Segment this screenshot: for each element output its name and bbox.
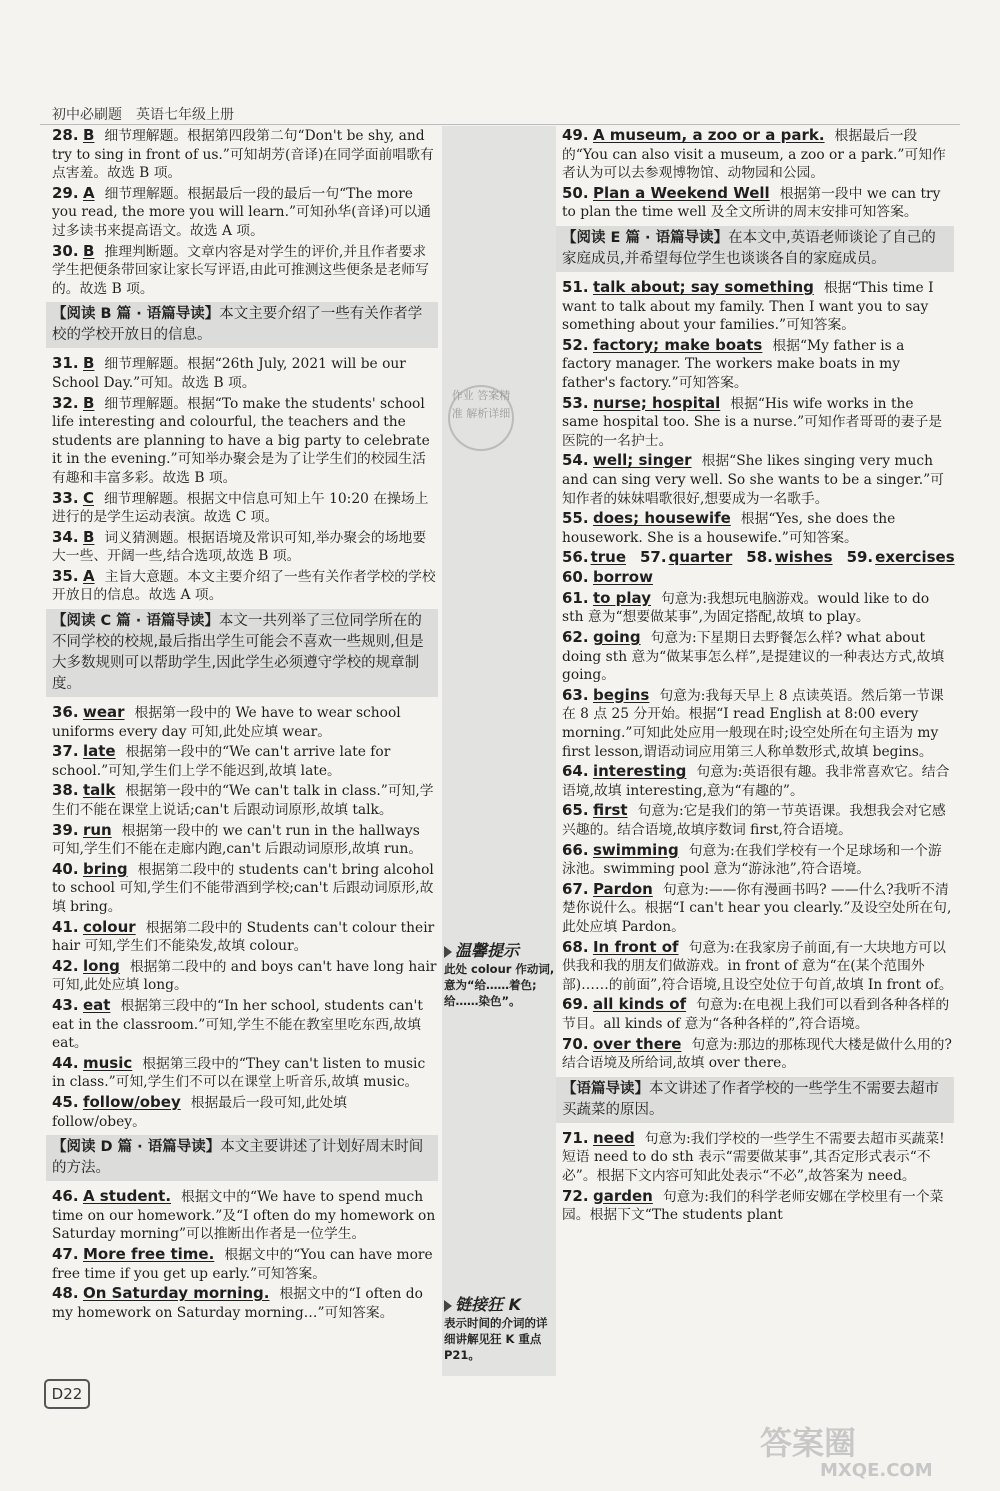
question-number: 55. bbox=[562, 509, 589, 528]
question-number: 48. bbox=[52, 1284, 79, 1303]
question-number: 47. bbox=[52, 1244, 79, 1263]
question-number: 58. bbox=[746, 548, 773, 567]
answer-text: wear bbox=[82, 703, 125, 722]
answer-item bbox=[52, 1284, 438, 1322]
page-number: D22 bbox=[44, 1379, 90, 1409]
question-number: 54. bbox=[562, 451, 589, 470]
answer-text: colour bbox=[82, 917, 136, 936]
explanation-text: 句意为:我们学校的一些学生不需要去超市买蔬菜!短语 need to do sth 表示“需要做某事”,其否定形式表示“不必”。根据下文内容可知此处表示“不必”,故答案为 need。 bbox=[562, 1130, 945, 1184]
question-number: 67. bbox=[562, 879, 589, 898]
watermark-logo: 答案圈 bbox=[760, 1424, 857, 1462]
answer-text: wishes bbox=[774, 548, 833, 567]
question-number: 68. bbox=[562, 937, 589, 956]
answer-item bbox=[562, 336, 954, 393]
explanation-text: 句意为:在我们学校有一个足球场和一个游泳池。swimming pool 意为“游泳池”,符合语境。 bbox=[562, 842, 942, 878]
right-column bbox=[562, 126, 954, 1226]
question-number: 53. bbox=[562, 393, 589, 412]
answer-item bbox=[52, 781, 438, 819]
guide-label: 【阅读 E 篇 · 语篇导读】 bbox=[562, 229, 729, 246]
margin-column bbox=[442, 126, 556, 1376]
answer-item bbox=[52, 1245, 438, 1283]
answer-item bbox=[52, 957, 438, 995]
question-number: 43. bbox=[52, 995, 79, 1014]
question-number: 41. bbox=[52, 917, 79, 936]
explanation-text: 根据“My father is a factory manager. The workers make boats in my father's factory.”可知答案。 bbox=[562, 337, 905, 391]
explanation-text: 句意为:我们的科学老师安娜在学校里有一个菜园。根据下文“The students plant bbox=[562, 1188, 944, 1224]
answer-item bbox=[562, 451, 954, 508]
explanation-text: 根据第三段中的“In her school, students can't eat in the classroom.”可知,学生不能在教室里吃东西,故填 eat。 bbox=[52, 997, 423, 1052]
answer-text: music bbox=[82, 1053, 133, 1072]
answer-text: all kinds of bbox=[592, 995, 687, 1014]
answer-text: does; housewife bbox=[592, 509, 731, 528]
answer-item bbox=[562, 184, 954, 222]
answer-text: borrow bbox=[592, 568, 653, 587]
tip-text: 表示时间的介词的详细讲解见狂 K 重点 P21。 bbox=[444, 1316, 548, 1362]
answer-item bbox=[562, 278, 954, 335]
question-number: 49. bbox=[562, 126, 589, 144]
answer-text: swimming bbox=[592, 840, 679, 859]
answer-text: exercises bbox=[875, 548, 955, 567]
explanation-text: 细节理解题。根据“To make the students' school life interesting and colourful, the teachers and the students are planning to have a big party to celebrate it in the evening.”可知举办聚会是为了让学生们的校园生活有趣和丰富多彩。故选 B 项。 bbox=[52, 395, 430, 486]
answer-text: true bbox=[590, 548, 626, 567]
answer-text: quarter bbox=[668, 548, 733, 567]
question-number: 64. bbox=[562, 762, 589, 781]
question-number: 70. bbox=[562, 1034, 589, 1053]
question-number: 30. bbox=[52, 241, 79, 260]
answer-text: More free time. bbox=[82, 1244, 215, 1263]
answer-item bbox=[562, 1035, 954, 1073]
guide-label: 【语篇导读】 bbox=[562, 1080, 649, 1097]
answer-text: going bbox=[592, 628, 641, 647]
answer-item bbox=[52, 394, 438, 488]
explanation-text: 根据第二段中的 and boys can't have long hair 可知,此处应填 long。 bbox=[52, 958, 437, 994]
explanation-text: 推理判断题。文章内容是对学生的评价,并且作者要求学生把便条带回家让家长写评语,由此可推测这些便条是老师写的。故选 B 项。 bbox=[52, 243, 429, 297]
tip-title: 温馨提示 bbox=[455, 941, 520, 960]
answer-item bbox=[52, 821, 438, 859]
answer-item bbox=[562, 509, 954, 547]
answer-item bbox=[562, 628, 954, 685]
answer-text: eat bbox=[82, 995, 111, 1014]
explanation-text: 根据“Yes, she does the housework. She is a housewife.”可知答案。 bbox=[562, 511, 896, 546]
explanation-text: 句意为:那边的那栋现代大楼是做什么用的?结合语境及所给词,故填 over there。 bbox=[562, 1036, 952, 1072]
tip-text: 此处 colour 作动词,意为“给……着色;给……染色”。 bbox=[444, 962, 555, 1008]
answer-text: factory; make boats bbox=[592, 335, 763, 354]
answer-text: garden bbox=[592, 1186, 653, 1205]
explanation-text: 句意为:我想玩电脑游戏。would like to do sth 意为“想要做某事”,为固定搭配,故填 to play。 bbox=[562, 590, 930, 626]
answer-item bbox=[52, 742, 438, 780]
answer-text: A bbox=[82, 183, 95, 202]
question-number: 52. bbox=[562, 335, 589, 354]
answer-text: long bbox=[82, 956, 120, 975]
passage-guide bbox=[556, 1077, 954, 1123]
answer-item bbox=[52, 860, 438, 917]
answer-item bbox=[562, 801, 954, 839]
answer-text: B bbox=[82, 393, 95, 412]
explanation-text: 根据第一段中的“We can't talk in class.”可知,学生们不能在课堂上说话;can't 后跟动词原形,故填 talk。 bbox=[52, 783, 434, 819]
explanation-text: 句意为:在我家房子前面,有一大块地方可以供我和我的朋友们做游戏。in front of 意为“在(某个范围外部)……的前面”,符合语境,且设空处位于句首,故填 In front of。 bbox=[562, 939, 953, 993]
answer-item bbox=[562, 995, 954, 1033]
answer-item bbox=[52, 918, 438, 956]
guide-text: 本文一共列举了三位同学所在的不同学校的校规,最后指出学生可能会不喜欢一些规则,但是大多数规则可以帮助学生,因此学生必须遵守学校的规章制度。 bbox=[52, 613, 424, 693]
question-number: 56. bbox=[562, 548, 589, 567]
question-number: 71. bbox=[562, 1128, 589, 1147]
explanation-text: 根据第二段中的 students can't bring alcohol to school 可知,学生们不能带酒到学校;can't 后跟动词原形,故填 bring。 bbox=[52, 861, 434, 915]
answer-text: to play bbox=[592, 588, 651, 607]
question-number: 37. bbox=[52, 742, 79, 761]
explanation-text: 细节理解题。根据第四段第二句“Don't be shy, and try to sing in front of us.”可知胡芳(音译)在同学面前唱歌有点害羞。故选 B 项。 bbox=[52, 128, 434, 182]
explanation-text: 细节理解题。根据最后一段的最后一句“The more you read, the more you will learn.”可知孙华(音译)可以通过多读书来提高语文。故选 A 项。 bbox=[52, 185, 431, 239]
explanation-text: 句意为:——你有漫画书吗? ——什么?我听不清楚你说什么。根据“I can't hear you clearly.”及设空处所在句,此处应填 Pardon。 bbox=[562, 881, 952, 935]
answer-text: first bbox=[592, 801, 628, 820]
left-column bbox=[52, 126, 438, 1323]
passage-guide bbox=[46, 609, 438, 697]
answer-text: A bbox=[82, 566, 95, 585]
answer-item bbox=[52, 126, 438, 183]
answer-item bbox=[562, 938, 954, 995]
question-number: 66. bbox=[562, 840, 589, 859]
answer-text: B bbox=[82, 126, 95, 144]
explanation-text: 句意为:在电视上我们可以看到各种各样的节目。all kinds of 意为“各种各样的”,符合语境。 bbox=[562, 997, 950, 1032]
answer-item bbox=[52, 184, 438, 241]
explanation-text: 根据第一段中的“We can't arrive late for school.”可知,学生们上学不能迟到,故填 late。 bbox=[52, 744, 391, 779]
guide-text: 本文主要讲述了计划好周末时间的方法。 bbox=[52, 1139, 424, 1177]
answer-text: nurse; hospital bbox=[592, 393, 721, 412]
passage-guide bbox=[46, 302, 438, 348]
question-number: 34. bbox=[52, 527, 79, 546]
question-number: 42. bbox=[52, 956, 79, 975]
guide-label: 【阅读 D 篇 · 语篇导读】 bbox=[52, 1139, 221, 1156]
answer-item bbox=[562, 1129, 954, 1186]
explanation-text: 根据“This time I want to talk about my family. Then I want you to say something about your families.”可知答案。 bbox=[562, 279, 934, 334]
answer-item bbox=[52, 1093, 438, 1131]
question-number: 61. bbox=[562, 588, 589, 607]
header-rule bbox=[40, 124, 960, 125]
question-number: 46. bbox=[52, 1187, 79, 1206]
answer-item bbox=[52, 354, 438, 392]
answer-text: B bbox=[82, 354, 95, 373]
guide-label: 【阅读 B 篇 · 语篇导读】 bbox=[52, 306, 220, 323]
answer-text: need bbox=[592, 1128, 635, 1147]
page-header: 初中必刷题 英语七年级上册 bbox=[52, 107, 234, 123]
question-number: 32. bbox=[52, 393, 79, 412]
arrow-icon bbox=[444, 946, 452, 958]
answer-text: begins bbox=[592, 685, 650, 704]
question-number: 62. bbox=[562, 628, 589, 647]
answer-text: A student. bbox=[82, 1187, 172, 1206]
stamp-watermark: 作业 答案精准 解析详细 bbox=[448, 385, 514, 451]
explanation-text: 细节理解题。根据“26th July, 2021 will be our School Day.”可知。故选 B 项。 bbox=[52, 356, 406, 391]
guide-text: 本文主要介绍了一些有关作者学校的学校开放日的信息。 bbox=[52, 306, 423, 344]
answer-text: over there bbox=[592, 1034, 682, 1053]
answer-text: bring bbox=[82, 859, 128, 878]
answer-item bbox=[52, 703, 438, 741]
watermark-url: MXQE.COM bbox=[820, 1460, 933, 1481]
explanation-text: 根据最后一段可知,此处填 follow/obey。 bbox=[52, 1094, 347, 1130]
explanation-text: 句意为:下星期日去野餐怎么样? what about doing sth 意为“做某事怎么样”,是提建议的一种表达方式,故填 going。 bbox=[562, 630, 945, 684]
answer-text: talk bbox=[82, 781, 116, 800]
question-number: 65. bbox=[562, 801, 589, 820]
answer-text: On Saturday morning. bbox=[82, 1284, 270, 1303]
explanation-text: 细节理解题。根据文中信息可知上午 10:20 在操场上进行的是学生运动表演。故选 C 项。 bbox=[52, 490, 429, 526]
explanation-text: 根据第三段中的“They can't listen to music in class.”可知,学生们不可以在课堂上听音乐,故填 music。 bbox=[52, 1055, 426, 1091]
tip-link bbox=[444, 1297, 556, 1363]
answer-text: follow/obey bbox=[82, 1092, 181, 1111]
answer-text: well; singer bbox=[592, 451, 692, 470]
answer-item bbox=[562, 394, 954, 451]
answer-item bbox=[562, 686, 954, 761]
tip-warm-reminder bbox=[444, 943, 556, 1009]
answer-item bbox=[52, 996, 438, 1053]
question-number: 35. bbox=[52, 566, 79, 585]
answer-item bbox=[562, 762, 954, 800]
question-number: 45. bbox=[52, 1092, 79, 1111]
answer-text: A museum, a zoo or a park. bbox=[592, 126, 825, 144]
explanation-text: 根据第一段中的 we can't run in the hallways 可知,学生们不能在走廊内跑,can't 后跟动词原形,故填 run。 bbox=[52, 822, 423, 858]
question-number: 69. bbox=[562, 995, 589, 1014]
answer-text: Pardon bbox=[592, 879, 653, 898]
question-number: 33. bbox=[52, 488, 79, 507]
question-number: 63. bbox=[562, 685, 589, 704]
question-number: 39. bbox=[52, 820, 79, 839]
answer-row-multi bbox=[562, 548, 954, 566]
guide-text: 本文讲述了作者学校的一些学生不需要去超市买蔬菜的原因。 bbox=[562, 1080, 939, 1118]
answer-item bbox=[52, 1054, 438, 1092]
explanation-text: 根据“His wife works in the same hospital too. She is a nurse.”可知作者哥哥的妻子是医院的一名护士。 bbox=[562, 395, 943, 449]
explanation-text: 根据第二段中的 Students can't colour their hair 可知,学生们不能染发,故填 colour。 bbox=[52, 919, 435, 955]
answer-item bbox=[562, 841, 954, 879]
arrow-icon bbox=[444, 1300, 452, 1312]
explanation-text: 根据文中的“We have to spend much time on our homework.”及“I often do my homework on Saturday morning”可以推断出作者是一位学生。 bbox=[52, 1189, 436, 1243]
answer-item bbox=[52, 567, 438, 605]
explanation-text: 根据最后一段的“You can also visit a museum, a zoo or a park.”可知作者认为可以去参观博物馆、动物园和公园。 bbox=[562, 128, 946, 182]
answer-text: B bbox=[82, 241, 95, 260]
explanation-text: 句意为:英语很有趣。我非常喜欢它。结合语境,故填 interesting,意为“有趣的”。 bbox=[562, 764, 950, 799]
answer-item bbox=[562, 589, 954, 627]
question-number: 29. bbox=[52, 183, 79, 202]
explanation-text: 根据“She likes singing very much and can sing very well. So she wants to be a singer.”可知作者的妹妹唱歌很好,想要成为一名歌手。 bbox=[562, 453, 944, 507]
explanation-text: 主旨大意题。本文主要介绍了一些有关作者学校的学校开放日的信息。故选 A 项。 bbox=[52, 568, 436, 604]
tip-title: 链接狂 K bbox=[455, 1295, 521, 1314]
answer-text: Plan a Weekend Well bbox=[592, 183, 770, 202]
explanation-text: 根据第一段中 we can try to plan the time well 及全文所讲的周末安排可知答案。 bbox=[562, 185, 941, 221]
answer-text: C bbox=[82, 488, 94, 507]
explanation-text: 根据文中的“I often do my homework on Saturday morning…”可知答案。 bbox=[52, 1286, 423, 1321]
answer-text: In front of bbox=[592, 937, 679, 956]
question-number: 59. bbox=[846, 548, 874, 567]
answer-item bbox=[52, 1187, 438, 1244]
explanation-text: 句意为:我每天早上 8 点读英语。然后第一节课在 8 点 25 分开始。根据“I read English at 8:00 every morning.”可知此处应用一般现在时;设空处所在句主语为 my first lesson,谓语动词应用第三人称单数形式,故填 begins。 bbox=[562, 687, 944, 760]
explanation-text: 根据第一段中的 We have to wear school uniforms every day 可知,此处应填 wear。 bbox=[52, 705, 401, 740]
answer-item bbox=[562, 1187, 954, 1225]
answer-text: run bbox=[82, 820, 112, 839]
answer-item bbox=[52, 242, 438, 299]
explanation-text: 句意为:它是我们的第一节英语课。我想我会对它感兴趣的。结合语境,故填序数词 first,符合语境。 bbox=[562, 803, 946, 838]
question-number: 28. bbox=[52, 126, 79, 144]
answer-item bbox=[562, 126, 954, 183]
question-number: 60. bbox=[562, 568, 589, 587]
question-number: 51. bbox=[562, 277, 589, 296]
question-number: 38. bbox=[52, 781, 79, 800]
question-number: 36. bbox=[52, 703, 79, 722]
answer-text: talk about; say something bbox=[592, 277, 814, 296]
question-number: 44. bbox=[52, 1053, 79, 1072]
question-number: 57. bbox=[640, 548, 667, 567]
guide-label: 【阅读 C 篇 · 语篇导读】 bbox=[52, 613, 219, 630]
answer-item bbox=[562, 880, 954, 937]
question-number: 50. bbox=[562, 183, 589, 202]
answer-item bbox=[562, 568, 954, 588]
answer-text: late bbox=[82, 742, 116, 761]
answer-text: B bbox=[82, 527, 95, 546]
explanation-text: 词义猜测题。根据语境及常识可知,举办聚会的场地要大一些、开阔一些,结合选项,故选 B 项。 bbox=[52, 529, 427, 565]
passage-guide bbox=[46, 1135, 438, 1181]
guide-text: 在本文中,英语老师谈论了自己的家庭成员,并希望每位学生也谈谈各自的家庭成员。 bbox=[562, 229, 936, 267]
answer-text: interesting bbox=[592, 762, 687, 781]
explanation-text: 根据文中的“You can have more free time if you get up early.”可知答案。 bbox=[52, 1246, 433, 1282]
passage-guide bbox=[556, 226, 954, 272]
question-number: 31. bbox=[52, 354, 79, 373]
answer-item bbox=[52, 528, 438, 566]
question-number: 72. bbox=[562, 1186, 589, 1205]
answer-item bbox=[52, 489, 438, 527]
question-number: 40. bbox=[52, 859, 79, 878]
